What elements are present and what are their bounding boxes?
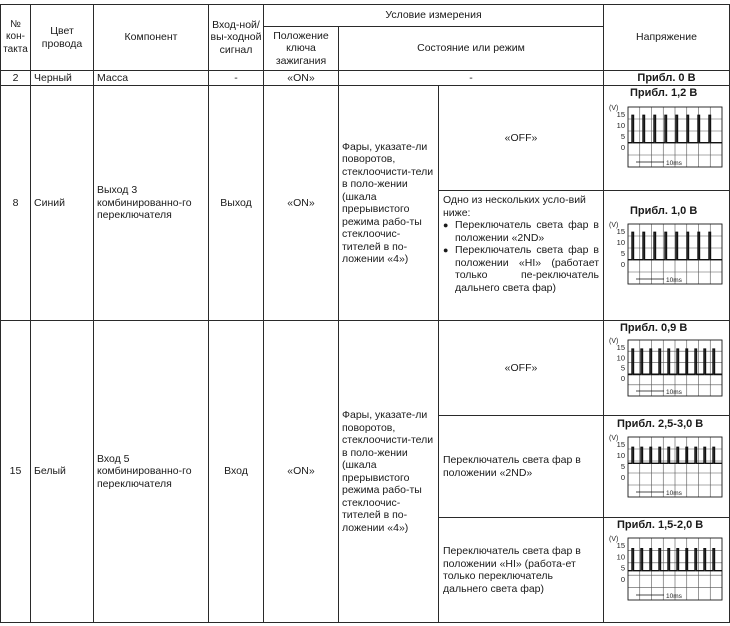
scope-tick-label: 10 [616,451,625,460]
row8-condition-bullet: ● Переключатель света фар в положении «2ND» [455,219,599,244]
header-io-signal: Вход-ной/вы-ходной сигнал [210,18,262,56]
row8-condition: Фары, указате-ли поворотов, стеклоочисти-тели в поло-жении (шкала прерывистого режима рабо-ты стеклоочис-тителей в по-ложении «4») [342,140,434,265]
row8-color: Синий [34,196,65,209]
scope-time-label: 10ms [666,160,682,167]
scope-tick-label: 15 [616,541,625,550]
scope-tick-label: 0 [620,260,625,269]
scope-time-label: 10ms [666,389,682,396]
waveform-row8-off [608,101,726,183]
scope-time-label: 10ms [666,490,682,497]
scope-tick-label: 10 [616,121,625,130]
scope-tick-label: 10 [616,353,625,363]
scope-tick-label: 0 [620,473,625,482]
header-pin-no: № кон-такта [3,18,28,55]
row15-state-off: «OFF» [504,361,538,374]
row2-color: Черный [34,71,72,84]
row15-state-hi: Переключатель света фар в положении «HI» (работа-ет только переключатель дальнего света фар) [443,545,581,595]
scope-tick-label: 5 [620,363,625,373]
scope-tick-label: 10 [616,238,625,247]
header-key-position: Положение ключа зажигания [273,29,329,67]
row2-io: - [234,71,238,84]
header-measurement-condition: Условие измерения [385,9,482,22]
row15-component: Вход 5 комбинированно-го переключателя [97,452,192,490]
scope-grid [628,437,722,497]
scope-unit-label: (V) [609,338,619,345]
row8-pin: 8 [12,196,19,209]
row8-voltage-off: Прибл. 1,2 В [630,87,698,99]
row2-state: - [469,71,473,84]
row8-component: Выход 3 комбинированно-го переключателя [97,184,192,222]
scope-tick-label: 0 [620,373,625,383]
row8-io: Выход [220,196,252,209]
waveform-row15-2nd [608,431,726,513]
row15-voltage-2nd: Прибл. 2,5-3,0 В [617,418,704,430]
scope-unit-label: (V) [609,536,619,543]
row15-color: Белый [34,465,66,478]
row15-io: Вход [224,465,248,478]
row15-voltage-hi: Прибл. 1,5-2,0 В [617,519,704,531]
row2-component: Масса [97,71,129,84]
row8-key: «ON» [287,196,315,209]
row2-key: «ON» [287,71,315,84]
scope-tick-label: 5 [620,462,625,471]
row8-conditions-intro: Одно из нескольких усло-вий ниже: [443,194,586,219]
row8-condition-bullet: ● Переключатель света фар в положении «HI» (работает только пе-реключатель дальнего света фар) [455,244,599,294]
row8-voltage-on: Прибл. 1,0 В [630,205,698,217]
row15-state-2nd: Переключатель света фар в положении «2ND» [443,454,581,479]
waveform-row8-on [608,218,726,300]
scope-unit-label: (V) [609,222,619,229]
scope-tick-label: 15 [616,343,625,352]
scope-tick-label: 10 [616,552,625,562]
scope-grid [628,107,722,167]
waveform-row15-hi [608,532,726,616]
scope-tick-label: 15 [616,110,625,119]
scope-time-label: 10ms [666,277,682,284]
row15-key: «ON» [287,465,315,478]
scope-unit-label: (V) [609,105,619,112]
row15-condition: Фары, указате-ли поворотов, стеклоочисти-тели в поло-жении (шкала прерывистого режима рабо-ты стеклоочис-тителей в по-ложении «4») [342,409,434,534]
scope-tick-label: 0 [620,143,625,152]
header-state: Состояние или режим [417,42,525,55]
scope-tick-label: 15 [616,227,625,236]
header-wire-color: Цвет провода [41,25,83,50]
row15-voltage-off: Прибл. 0,9 В [620,322,688,334]
row8-state-off: «OFF» [504,131,538,144]
row2-voltage: Прибл. 0 В [637,71,696,84]
scope-unit-label: (V) [609,435,619,442]
scope-grid [628,224,722,284]
scope-tick-label: 15 [616,440,625,449]
scope-tick-label: 5 [620,563,625,573]
header-voltage: Напряжение [636,31,697,44]
row8-state-conditions [443,194,599,294]
waveform-row15-off [608,334,726,412]
row2-pin: 2 [12,71,19,84]
scope-time-label: 10ms [666,593,682,600]
header-component: Компонент [124,31,178,44]
scope-tick-label: 5 [620,249,625,258]
row15-pin: 15 [9,465,22,478]
scope-tick-label: 5 [620,132,625,141]
scope-tick-label: 0 [620,575,625,585]
